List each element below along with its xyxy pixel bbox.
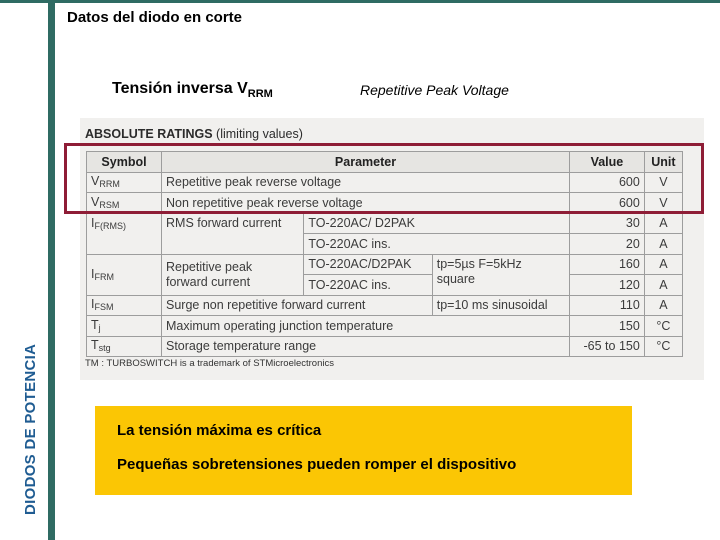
datasheet-heading (85, 127, 303, 141)
symbol-letter: V (91, 194, 100, 209)
symbol-cell (87, 295, 162, 316)
symbol-letter: I (91, 266, 95, 281)
col-header-value: Value (570, 152, 645, 173)
datasheet-footnote: TM : TURBOSWITCH is a trademark of STMicroelectronics (85, 358, 334, 369)
symbol-cell (87, 316, 162, 337)
subtitle-english: Repetitive Peak Voltage (360, 82, 509, 98)
unit-cell: °C (644, 336, 682, 357)
package-cell: TO-220AC ins. (304, 275, 432, 296)
col-header-unit: Unit (644, 152, 682, 173)
unit-cell: A (644, 275, 682, 296)
condition-line: square (436, 272, 475, 286)
value-cell: 20 (570, 234, 645, 255)
value-cell: 150 (570, 316, 645, 337)
symbol-letter: I (91, 215, 95, 230)
table-row (87, 213, 683, 234)
callout-line-1: La tensión máxima es crítica (117, 422, 322, 439)
unit-cell: A (644, 213, 682, 234)
symbol-subscript: RSM (99, 199, 120, 210)
table-row (87, 336, 683, 357)
value-cell: 600 (570, 193, 645, 214)
symbol-letter: T (91, 317, 99, 332)
col-header-parameter: Parameter (162, 152, 570, 173)
symbol-subscript: j (98, 322, 101, 333)
parameter-cell: RMS forward current (162, 213, 304, 254)
symbol-letter: V (91, 174, 100, 189)
parameter-cell: Repetitive peak reverse voltage (162, 172, 570, 193)
unit-cell: A (644, 234, 682, 255)
left-accent-stripe (48, 0, 55, 540)
symbol-cell (87, 213, 162, 254)
parameter-cell: Maximum operating junction temperature (162, 316, 570, 337)
parameter-line: Repetitive peak (166, 259, 253, 274)
symbol-letter: I (91, 297, 95, 312)
subtitle-text: Tensión inversa V (112, 80, 248, 97)
symbol-subscript: F(RMS) (94, 220, 126, 231)
symbol-letter: T (91, 338, 99, 353)
subtitle (112, 80, 273, 100)
value-cell: 120 (570, 275, 645, 296)
parameter-cell: Non repetitive peak reverse voltage (162, 193, 570, 214)
symbol-subscript: FSM (94, 302, 114, 313)
unit-cell: V (644, 193, 682, 214)
parameter-cell: Storage temperature range (162, 336, 570, 357)
unit-cell: A (644, 254, 682, 275)
callout-box (95, 406, 632, 495)
value-cell: 160 (570, 254, 645, 275)
datasheet-heading-note: (limiting values) (216, 127, 303, 141)
callout-line-2: Pequeñas sobretensiones pueden romper el dispositivo (117, 456, 517, 473)
highlight-box (64, 143, 704, 214)
slide-title: Datos del diodo en corte (67, 9, 243, 26)
symbol-subscript: RRM (99, 179, 120, 190)
unit-cell: °C (644, 316, 682, 337)
value-cell: 600 (570, 172, 645, 193)
value-cell: 110 (570, 295, 645, 316)
symbol-cell (87, 336, 162, 357)
parameter-line: forward current (166, 275, 251, 289)
top-accent-bar (0, 0, 720, 3)
parameter-cell: Surge non repetitive forward current (162, 295, 433, 316)
package-cell: TO-220AC/ D2PAK (304, 213, 570, 234)
symbol-subscript: FRM (94, 271, 114, 282)
value-cell: -65 to 150 (570, 336, 645, 357)
unit-cell: V (644, 172, 682, 193)
parameter-cell (162, 254, 304, 295)
table-row (87, 316, 683, 337)
col-header-symbol: Symbol (87, 152, 162, 173)
value-cell: 30 (570, 213, 645, 234)
symbol-cell (87, 254, 162, 295)
unit-cell: A (644, 295, 682, 316)
symbol-subscript: stg (98, 343, 111, 354)
condition-cell (432, 254, 569, 295)
condition-cell: tp=10 ms sinusoidal (432, 295, 569, 316)
package-cell: TO-220AC/D2PAK (304, 254, 432, 275)
condition-line: tp=5µs F=5kHz (436, 256, 522, 271)
datasheet-heading-title: ABSOLUTE RATINGS (85, 127, 213, 141)
package-cell: TO-220AC ins. (304, 234, 570, 255)
side-section-label: DIODOS DE POTENCIA (22, 343, 39, 515)
table-row (87, 295, 683, 316)
subtitle-subscript: RRM (247, 88, 273, 100)
table-row (87, 254, 683, 275)
